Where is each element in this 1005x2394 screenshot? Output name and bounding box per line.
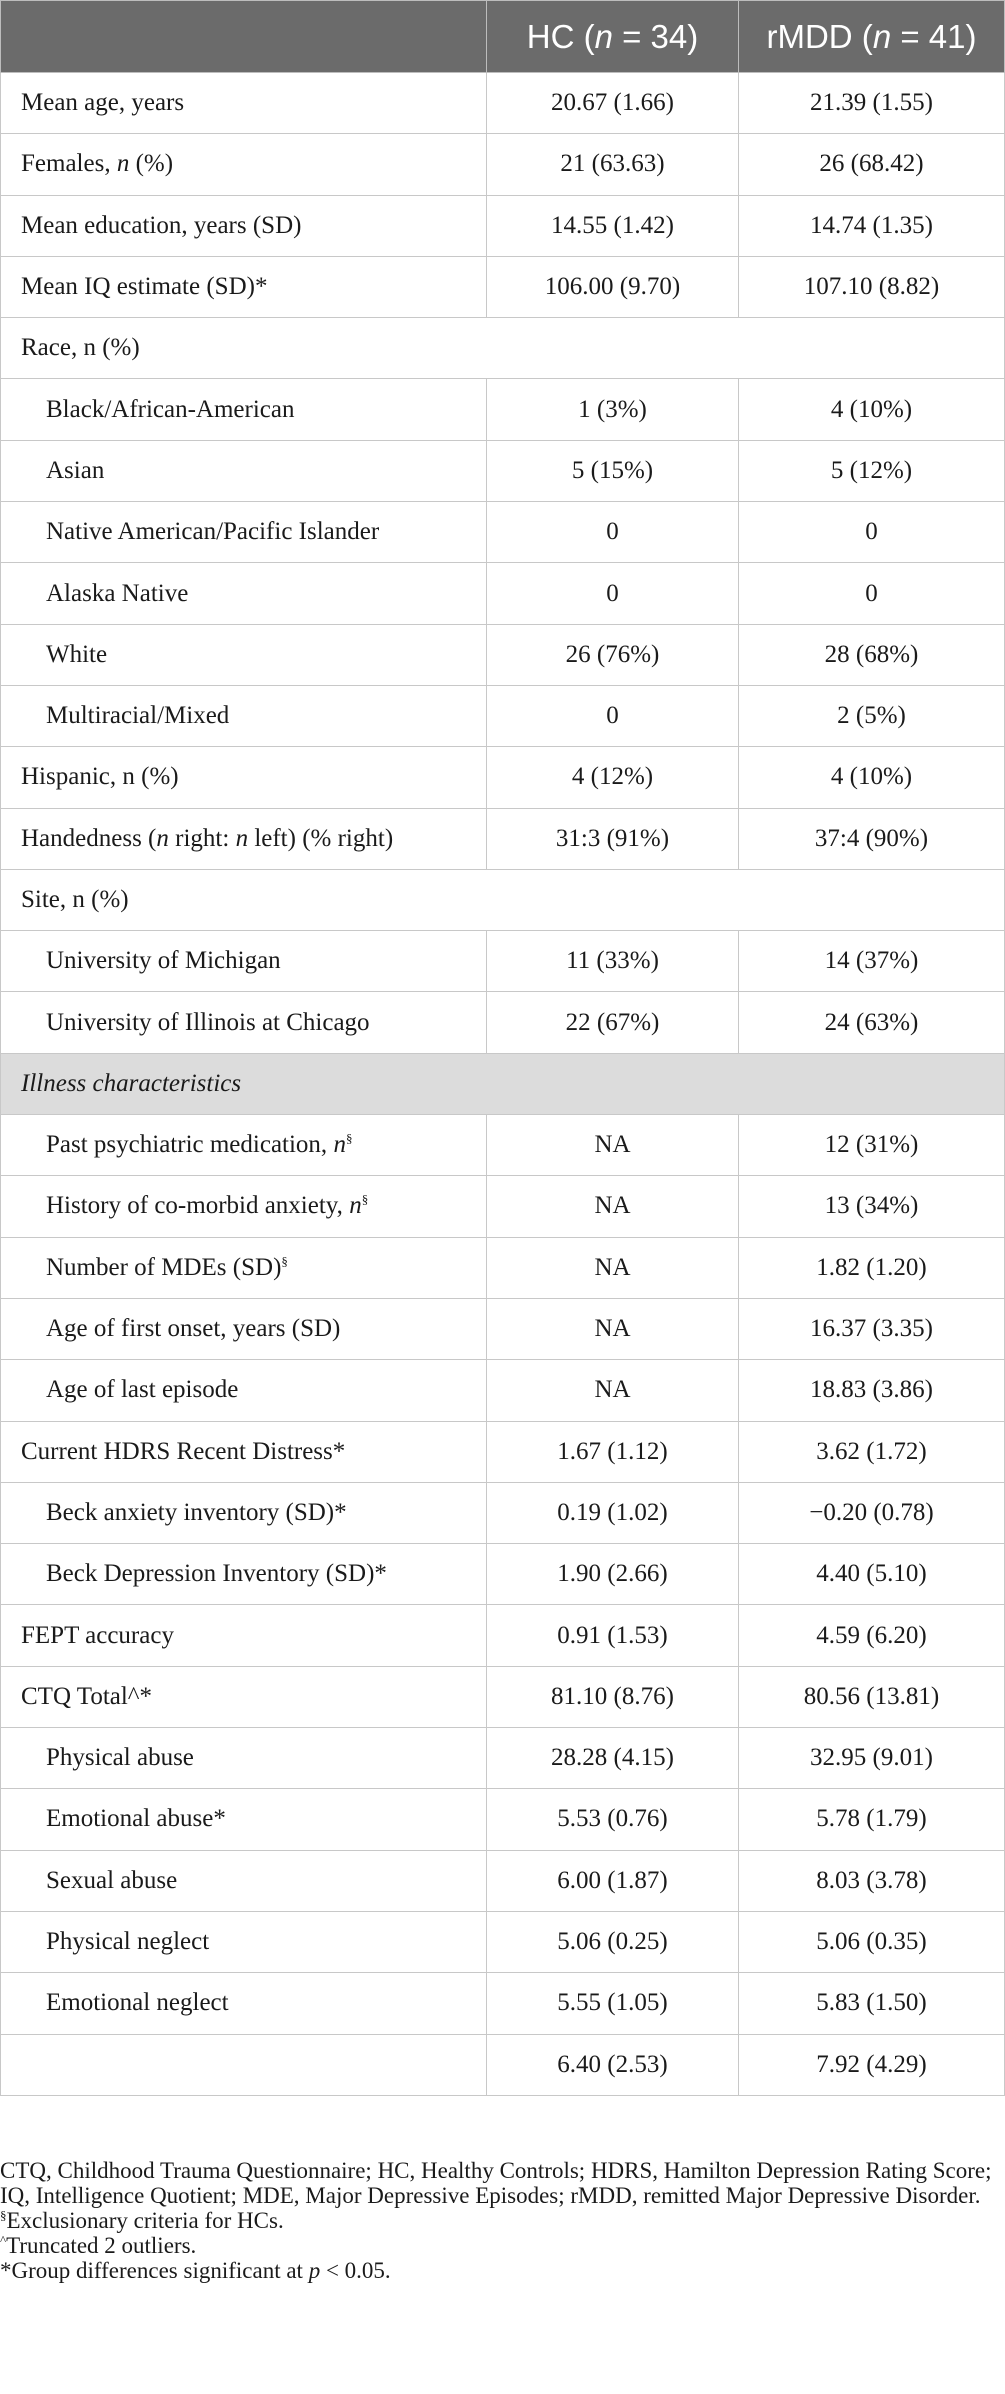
hc-value: NA bbox=[487, 1176, 739, 1237]
table-row bbox=[1, 379, 1005, 440]
rmdd-value: 5.78 (1.79) bbox=[739, 1789, 1005, 1850]
table-row bbox=[1, 195, 1005, 256]
hc-value: 14.55 (1.42) bbox=[487, 195, 739, 256]
hc-value: 21 (63.63) bbox=[487, 134, 739, 195]
rmdd-value: 13 (34%) bbox=[739, 1176, 1005, 1237]
rmdd-value: 2 (5%) bbox=[739, 685, 1005, 746]
hc-value: NA bbox=[487, 1115, 739, 1176]
row-label: CTQ Total^* bbox=[1, 1666, 487, 1727]
rmdd-value: 18.83 (3.86) bbox=[739, 1360, 1005, 1421]
rmdd-value: 1.82 (1.20) bbox=[739, 1237, 1005, 1298]
hc-value: 1.67 (1.12) bbox=[487, 1421, 739, 1482]
table-row bbox=[1, 2034, 1005, 2095]
rmdd-value: 28 (68%) bbox=[739, 624, 1005, 685]
table-row bbox=[1, 1482, 1005, 1543]
row-label: Age of last episode bbox=[1, 1360, 487, 1421]
row-label: Asian bbox=[1, 440, 487, 501]
row-label: Age of first onset, years (SD) bbox=[1, 1298, 487, 1359]
hc-value: 20.67 (1.66) bbox=[487, 73, 739, 134]
row-label: Mean age, years bbox=[1, 73, 487, 134]
hc-value: 106.00 (9.70) bbox=[487, 256, 739, 317]
row-label bbox=[1, 2034, 487, 2095]
rmdd-value: 21.39 (1.55) bbox=[739, 73, 1005, 134]
hc-value: 4 (12%) bbox=[487, 747, 739, 808]
row-label: Current HDRS Recent Distress* bbox=[1, 1421, 487, 1482]
table-notes bbox=[0, 2158, 1000, 2283]
hc-value: 11 (33%) bbox=[487, 931, 739, 992]
hc-value: 81.10 (8.76) bbox=[487, 1666, 739, 1727]
row-label: Emotional abuse* bbox=[1, 1789, 487, 1850]
table-row bbox=[1, 1421, 1005, 1482]
row-label: Alaska Native bbox=[1, 563, 487, 624]
rmdd-value: 8.03 (3.78) bbox=[739, 1850, 1005, 1911]
rmdd-value: 80.56 (13.81) bbox=[739, 1666, 1005, 1727]
table-row bbox=[1, 931, 1005, 992]
rmdd-value: 4 (10%) bbox=[739, 747, 1005, 808]
rmdd-value: 16.37 (3.35) bbox=[739, 1298, 1005, 1359]
rmdd-value: −0.20 (0.78) bbox=[739, 1482, 1005, 1543]
table-row bbox=[1, 440, 1005, 501]
row-label: Past psychiatric medication, n§ bbox=[1, 1115, 487, 1176]
table-row bbox=[1, 685, 1005, 746]
rmdd-value: 5.83 (1.50) bbox=[739, 1973, 1005, 2034]
row-label: University of Illinois at Chicago bbox=[1, 992, 487, 1053]
hc-value: 28.28 (4.15) bbox=[487, 1728, 739, 1789]
rmdd-value: 32.95 (9.01) bbox=[739, 1728, 1005, 1789]
table-row bbox=[1, 134, 1005, 195]
hc-value: 22 (67%) bbox=[487, 992, 739, 1053]
table-row bbox=[1, 1544, 1005, 1605]
row-label: Beck Depression Inventory (SD)* bbox=[1, 1544, 487, 1605]
hc-value: 1 (3%) bbox=[487, 379, 739, 440]
hc-value: 6.40 (2.53) bbox=[487, 2034, 739, 2095]
hc-value: 5.06 (0.25) bbox=[487, 1911, 739, 1972]
row-label: Physical abuse bbox=[1, 1728, 487, 1789]
row-label: Beck anxiety inventory (SD)* bbox=[1, 1482, 487, 1543]
hc-value: 0.91 (1.53) bbox=[487, 1605, 739, 1666]
header-row bbox=[1, 1, 1005, 73]
rmdd-value: 3.62 (1.72) bbox=[739, 1421, 1005, 1482]
row-label: Handedness (n right: n left) (% right) bbox=[1, 808, 487, 869]
rmdd-value: 24 (63%) bbox=[739, 992, 1005, 1053]
table-row bbox=[1, 747, 1005, 808]
row-label: Number of MDEs (SD)§ bbox=[1, 1237, 487, 1298]
table-row bbox=[1, 1605, 1005, 1666]
table-row bbox=[1, 1176, 1005, 1237]
hc-value: 26 (76%) bbox=[487, 624, 739, 685]
row-label: Females, n (%) bbox=[1, 134, 487, 195]
rmdd-value: 12 (31%) bbox=[739, 1115, 1005, 1176]
hc-value: NA bbox=[487, 1298, 739, 1359]
header-blank bbox=[1, 1, 487, 73]
rmdd-value: 4.40 (5.10) bbox=[739, 1544, 1005, 1605]
hc-value: 6.00 (1.87) bbox=[487, 1850, 739, 1911]
row-label: Site, n (%) bbox=[1, 869, 1005, 930]
rmdd-value: 14 (37%) bbox=[739, 931, 1005, 992]
header-hc: HC (n = 34) bbox=[487, 1, 739, 73]
hc-value: NA bbox=[487, 1360, 739, 1421]
table-row bbox=[1, 73, 1005, 134]
hc-value: 0 bbox=[487, 685, 739, 746]
row-label: White bbox=[1, 624, 487, 685]
table-row bbox=[1, 256, 1005, 317]
row-label: Mean IQ estimate (SD)* bbox=[1, 256, 487, 317]
table-row bbox=[1, 1911, 1005, 1972]
table-row bbox=[1, 808, 1005, 869]
footnote-exclusionary: §Exclusionary criteria for HCs. bbox=[0, 2207, 284, 2233]
hc-value: 0 bbox=[487, 502, 739, 563]
section-header-row bbox=[1, 1053, 1005, 1114]
hc-value: 5.55 (1.05) bbox=[487, 1973, 739, 2034]
hc-value: 31:3 (91%) bbox=[487, 808, 739, 869]
table-row bbox=[1, 624, 1005, 685]
row-label: Race, n (%) bbox=[1, 318, 1005, 379]
rmdd-value: 7.92 (4.29) bbox=[739, 2034, 1005, 2095]
rmdd-value: 37:4 (90%) bbox=[739, 808, 1005, 869]
row-label: Physical neglect bbox=[1, 1911, 487, 1972]
group-row-site bbox=[1, 869, 1005, 930]
rmdd-value: 14.74 (1.35) bbox=[739, 195, 1005, 256]
row-label: Black/African-American bbox=[1, 379, 487, 440]
footnote-truncated: ^Truncated 2 outliers. bbox=[0, 2232, 197, 2258]
rmdd-value: 0 bbox=[739, 502, 1005, 563]
footnote-significance: *Group differences significant at p < 0.05. bbox=[0, 2258, 391, 2283]
group-row-race bbox=[1, 318, 1005, 379]
table-row bbox=[1, 1298, 1005, 1359]
table-row bbox=[1, 1973, 1005, 2034]
hc-value: 5 (15%) bbox=[487, 440, 739, 501]
hc-value: 0 bbox=[487, 563, 739, 624]
table-row bbox=[1, 992, 1005, 1053]
rmdd-value: 26 (68.42) bbox=[739, 134, 1005, 195]
table-row bbox=[1, 502, 1005, 563]
section-title: Illness characteristics bbox=[1, 1053, 1005, 1114]
table-row bbox=[1, 1666, 1005, 1727]
table-row bbox=[1, 1115, 1005, 1176]
rmdd-value: 5 (12%) bbox=[739, 440, 1005, 501]
table-row bbox=[1, 1789, 1005, 1850]
abbreviations-note: CTQ, Childhood Trauma Questionnaire; HC, Healthy Controls; HDRS, Hamilton Depression Rating Score; IQ, Intelligence Quotient; MDE, Major Depressive Episodes; rMDD, remitted Major Depressive Disorder. bbox=[0, 2158, 992, 2208]
table-row bbox=[1, 1728, 1005, 1789]
row-label: Sexual abuse bbox=[1, 1850, 487, 1911]
hc-value: 5.53 (0.76) bbox=[487, 1789, 739, 1850]
header-rmdd: rMDD (n = 41) bbox=[739, 1, 1005, 73]
row-label: Native American/Pacific Islander bbox=[1, 502, 487, 563]
table-row bbox=[1, 1237, 1005, 1298]
rmdd-value: 5.06 (0.35) bbox=[739, 1911, 1005, 1972]
table-row bbox=[1, 563, 1005, 624]
row-label: Emotional neglect bbox=[1, 1973, 487, 2034]
table-row bbox=[1, 1360, 1005, 1421]
row-label: History of co-morbid anxiety, n§ bbox=[1, 1176, 487, 1237]
table-row bbox=[1, 1850, 1005, 1911]
hc-value: 1.90 (2.66) bbox=[487, 1544, 739, 1605]
rmdd-value: 0 bbox=[739, 563, 1005, 624]
row-label: Hispanic, n (%) bbox=[1, 747, 487, 808]
rmdd-value: 107.10 (8.82) bbox=[739, 256, 1005, 317]
rmdd-value: 4 (10%) bbox=[739, 379, 1005, 440]
row-label: FEPT accuracy bbox=[1, 1605, 487, 1666]
row-label: Multiracial/Mixed bbox=[1, 685, 487, 746]
row-label: Mean education, years (SD) bbox=[1, 195, 487, 256]
hc-value: NA bbox=[487, 1237, 739, 1298]
hc-value: 0.19 (1.02) bbox=[487, 1482, 739, 1543]
rmdd-value: 4.59 (6.20) bbox=[739, 1605, 1005, 1666]
row-label: University of Michigan bbox=[1, 931, 487, 992]
